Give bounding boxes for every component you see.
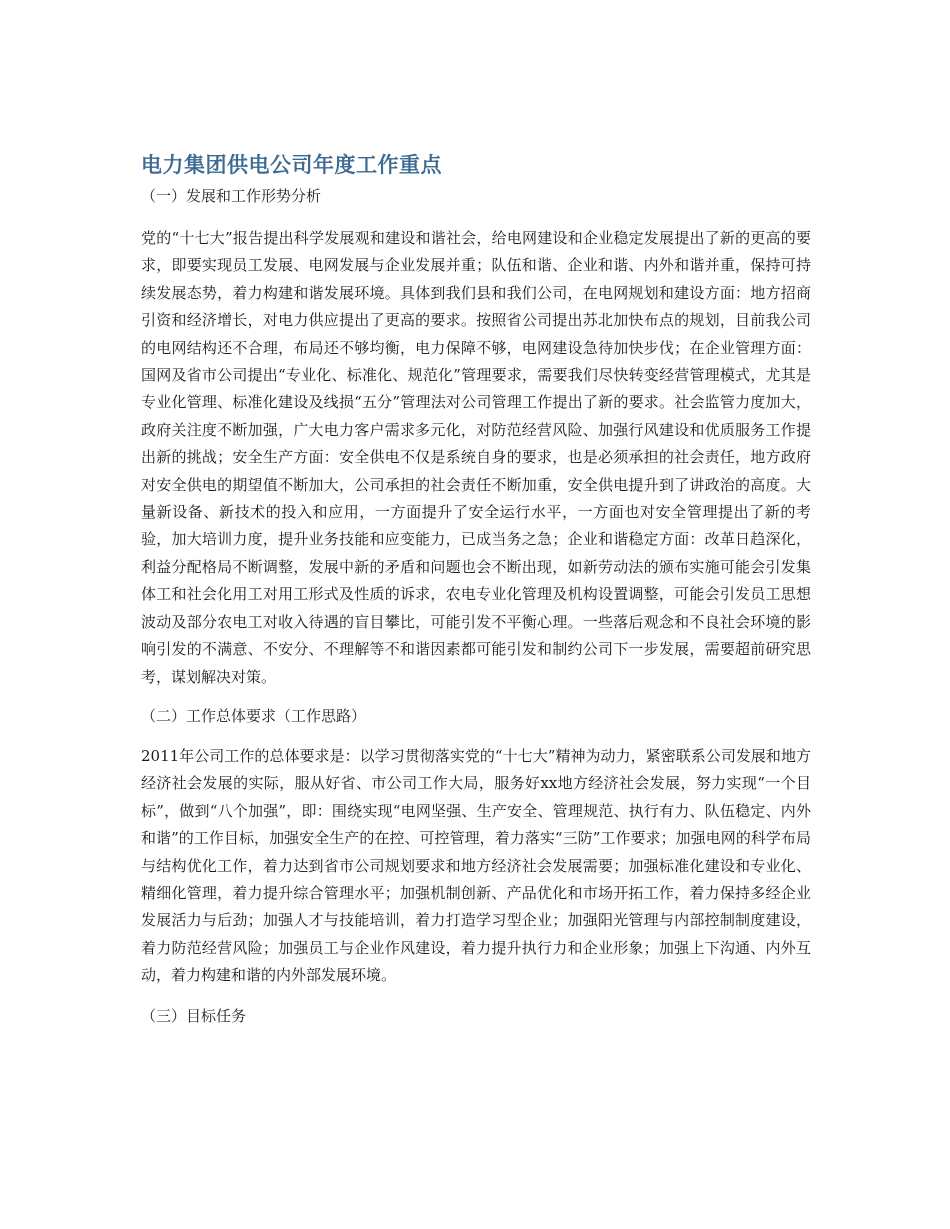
- section-body-situation-analysis: 党的“十七大”报告提出科学发展观和建设和谐社会，给电网建设和企业稳定发展提出了新的更高的要求，即要实现员工发展、电网发展与企业发展并重；队伍和谐、企业和谐、内外和谐并重，保持可持续发展态势，着力构建和谐发展环境。具体到我们县和我们公司，在电网规划和建设方面：地方招商引资和经济增长，对电力供应提出了更高的要求。按照省公司提出苏北加快布点的规划，目前我公司的电网结构还不合理，布局还不够均衡，电力保障不够，电网建设急待加快步伐；在企业管理方面：国网及省市公司提出“专业化、标准化、规范化”管理要求，需要我们尽快转变经营管理模式，尤其是专业化管理、标准化建设及线损“五分”管理法对公司管理工作提出了新的要求。社会监管力度加大，政府关注度不断加强，广大电力客户需求多元化，对防范经营风险、加强行风建设和优质服务工作提出新的挑战；安全生产方面：安全供电不仅是系统自身的要求，也是必须承担的社会责任，地方政府对安全供电的期望值不断加大，公司承担的社会责任不断加重，安全供电提升到了讲政治的高度。大量新设备、新技术的投入和应用，一方面提升了安全运行水平，一方面也对安全管理提出了新的考验，加大培训力度，提升业务技能和应变能力，已成当务之急；企业和谐稳定方面：改革日趋深化，利益分配格局不断调整，发展中新的矛盾和问题也会不断出现，如新劳动法的颁布实施可能会引发集体工和社会化用工对用工形式及性质的诉求，农电专业化管理及机构设置调整，可能会引发员工思想波动及部分农电工对收入待遇的盲目攀比，可能引发不平衡心理。一些落后观念和不良社会环境的影响引发的不满意、不安分、不理解等不和谐因素都可能引发和制约公司下一步发展，需要超前研究思考，谋划解决对策。: [141, 229, 811, 686]
- section-heading-targets: （三）目标任务: [141, 1006, 247, 1025]
- section-body-overall-requirements: 2011年公司工作的总体要求是：以学习贯彻落实党的“十七大”精神为动力，紧密联系公司发展和地方经济社会发展的实际，服从好省、市公司工作大局，服务好xx地方经济社会发展，努力实现“一个目标”，做到“八个加强”，即：围绕实现“电网坚强、生产安全、管理规范、执行有力、队伍稳定、内外和谐”的工作目标，加强安全生产的在控、可控管理，着力落实“三防”工作要求；加强电网的科学布局与结构优化工作，着力达到省市公司规划要求和地方经济社会发展需要；加强标准化建设和专业化、精细化管理，着力提升综合管理水平；加强机制创新、产品优化和市场开拓工作，着力保持多经企业发展活力与后劲；加强人才与技能培训，着力打造学习型企业；加强阳光管理与内部控制制度建设，着力防范经营风险；加强员工与企业作风建设，着力提升执行力和企业形象；加强上下沟通、内外互动，着力构建和谐的内外部发展环境。: [141, 746, 811, 985]
- document-page: [141, 150, 811, 1027]
- document-title: 电力集团供电公司年度工作重点: [141, 153, 442, 177]
- section-heading-situation-analysis: （一）发展和工作形势分析: [141, 187, 322, 205]
- section-heading-overall-requirements: （二）工作总体要求（工作思路）: [141, 706, 367, 725]
